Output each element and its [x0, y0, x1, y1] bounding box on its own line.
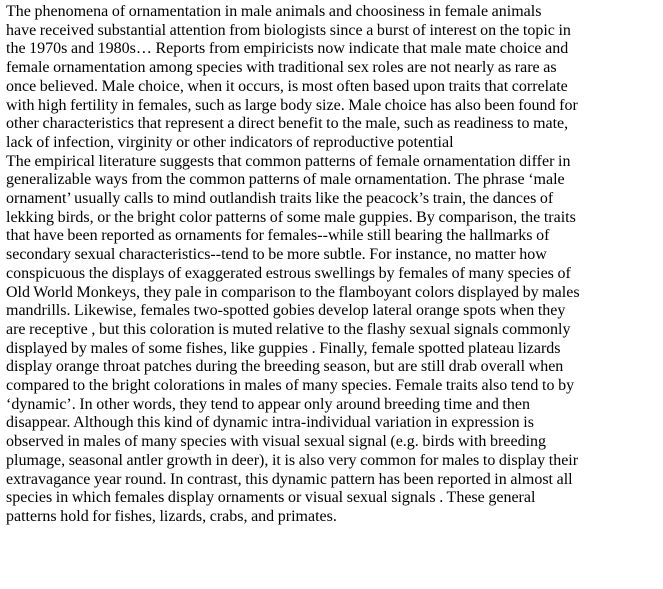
paragraph-female-ornamentation: The empirical literature suggests that common patterns of female ornamentation differ in generalizable ways from the common patterns of male ornamentation. The phrase ‘male ornament’ usually calls to mind outlandish traits like the peacock’s train, the dances of lekking birds, or the bright color patterns of some male guppies. By comparison, the traits that have been reported as ornaments for females--while still bearing the hallmarks of secondary sexual characteristics--tend to be more subtle. For instance, no matter how conspicuous the displays of exaggerated estrous swellings by females of many species of Old World Monkeys, they pale in comparison to the flamboyant colors displayed by males mandrills. Likewise, females two-spotted gobies develop lateral orange spots when they are receptive , but this coloration is muted relative to the flashy sexual signals commonly displayed by males of some fishes, like guppies . Finally, female spotted plateau lizards display orange throat patches during the breeding season, but are still drab overall when compared to the bright colorations in males of many species. Female traits also tend to by ‘dynamic’. In other words, they tend to appear only around breeding time and then disappear. Although this kind of dynamic intra-individual variation in expression is observed in males of many species with visual sexual signal (e.g. birds with breeding plumage, seasonal antler growth in deer), it is also very common for males to display their extravagance year round. In contrast, this dynamic pattern has been reported in almost all species in which females display ornaments or visual sexual signals . These general patterns hold for fishes, lizards, crabs, and primates.: [6, 152, 580, 525]
paragraph-male-ornamentation: The phenomena of ornamentation in male animals and choosiness in female animals have received substantial attention from biologists since a burst of interest on the topic in the 1970s and 1980s… Reports from empiricists now indicate that male mate choice and female ornamentation among species with traditional sex roles are not nearly as rare as once believed. Male choice, when it occurs, is most often based upon traits that correlate with high fertility in females, such as large body size. Male choice has also been found for other characteristics that represent a direct benefit to the male, such as readiness to mate, lack of infection, virginity or other indicators of reproductive potential: [6, 3, 578, 151]
